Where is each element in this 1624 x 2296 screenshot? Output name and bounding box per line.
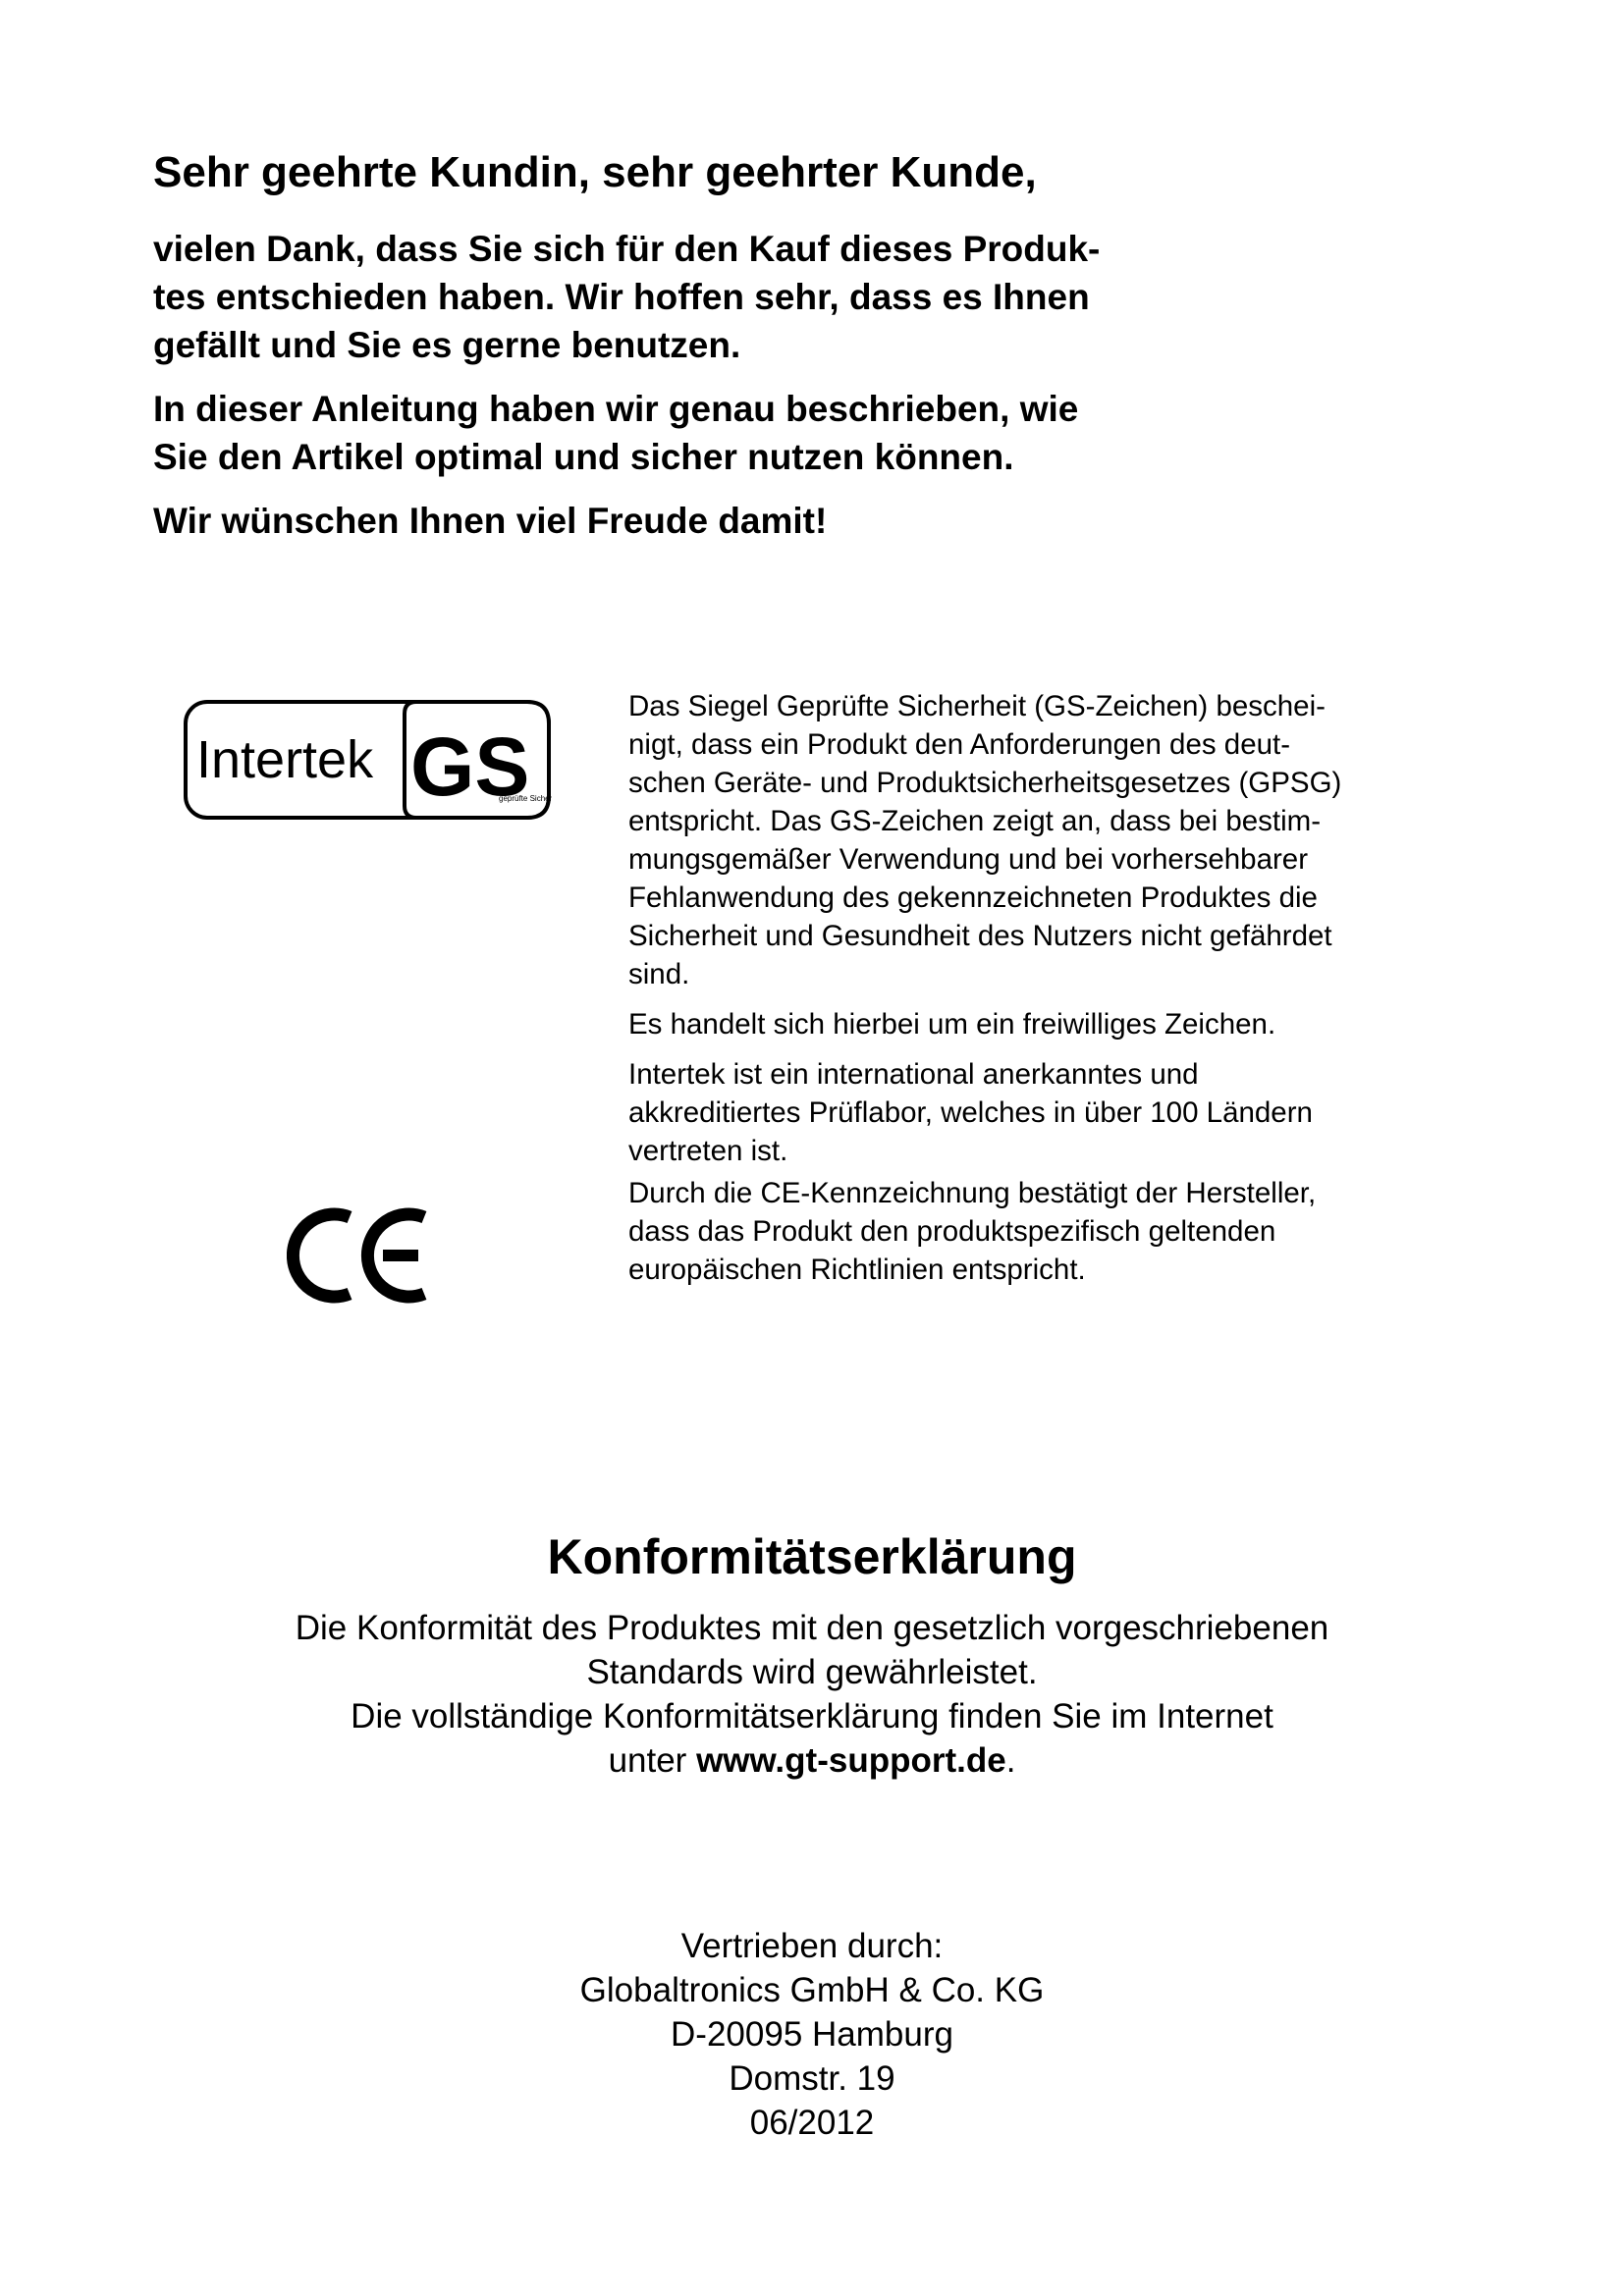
distributor-city: D-20095 Hamburg (671, 2015, 953, 2054)
ce-line: dass das Produkt den produktspezifisch geltenden (628, 1215, 1276, 1248)
intertek-line: vertreten ist. (628, 1135, 788, 1167)
gs-text: GS (410, 721, 530, 813)
thanks-line-1: vielen Dank, dass Sie sich für den Kauf dieses Produk- (153, 228, 1101, 269)
intertek-gs-logo-graphic (183, 699, 552, 821)
ce-mark-graphic (287, 1201, 434, 1309)
manual-line-2: Sie den Artikel optimal und sicher nutzen können. (153, 436, 1014, 477)
support-url-link[interactable]: www.gt-support.de (696, 1741, 1006, 1780)
ce-mark-logo (287, 1201, 434, 1309)
distributor-label: Vertrieben durch: (680, 1927, 944, 1965)
distributor-section (0, 1924, 1624, 2145)
gs-description (628, 687, 1404, 993)
ce-description (628, 1174, 1404, 1289)
gs-line: Fehlanwendung des gekennzeichneten Produktes die (628, 881, 1318, 914)
manual-line-1: In dieser Anleitung haben wir genau beschrieben, wie (153, 388, 1079, 429)
ce-line: Durch die CE-Kennzeichnung bestätigt der Hersteller, (628, 1177, 1317, 1209)
conformity-section (0, 1527, 1624, 1783)
thanks-line-2: tes entschieden haben. Wir hoffen sehr, dass es Ihnen (153, 276, 1090, 317)
gs-small-text: geprüfte Sicher (499, 794, 552, 803)
gs-line: schen Geräte- und Produktsicherheitsgesetzes (GPSG) (628, 767, 1342, 799)
url-suffix: . (1005, 1741, 1016, 1780)
gs-line: mungsgemäßer Verwendung und bei vorhersehbarer (628, 843, 1309, 876)
distributor-date: 06/2012 (749, 2104, 875, 2142)
distributor-street: Domstr. 19 (729, 2059, 895, 2098)
intro-section (153, 147, 1253, 561)
conformity-line-4 (0, 1738, 1624, 1783)
intertek-description (628, 1055, 1404, 1170)
ce-mark-text: CE (287, 1201, 289, 1202)
greeting-heading: Sehr geehrte Kundin, sehr geehrter Kunde, (153, 148, 1037, 196)
gs-line: sind. (628, 958, 690, 990)
voluntary-note: Es handelt sich hierbei um ein freiwilliges Zeichen. (628, 1008, 1276, 1041)
conformity-line-3: Die vollständige Konformitätserklärung finden Sie im Internet (351, 1697, 1273, 1735)
certification-info (628, 687, 1404, 1301)
intertek-line: akkreditiertes Prüflabor, welches in über 100 Ländern (628, 1096, 1313, 1129)
conformity-line-2: Standards wird gewährleistet. (586, 1653, 1038, 1691)
intertek-line: Intertek ist ein international anerkanntes und (628, 1058, 1199, 1091)
thanks-paragraph (153, 225, 1253, 369)
manual-paragraph (153, 385, 1253, 481)
distributor-company: Globaltronics GmbH & Co. KG (579, 1971, 1045, 2009)
conformity-title: Konformitätserklärung (547, 1529, 1077, 1584)
url-prefix: unter (608, 1741, 697, 1780)
thanks-line-3: gefällt und Sie es gerne benutzen. (153, 324, 741, 365)
gs-line: Sicherheit und Gesundheit des Nutzers nicht gefährdet (628, 920, 1332, 952)
gs-line: entspricht. Das GS-Zeichen zeigt an, dass bei bestim- (628, 805, 1322, 837)
conformity-line-1: Die Konformität des Produktes mit den gesetzlich vorgeschriebenen (295, 1609, 1329, 1647)
closing-paragraph: Wir wünschen Ihnen viel Freude damit! (153, 500, 828, 541)
intertek-gs-logo (183, 699, 552, 821)
gs-line: nigt, dass ein Produkt den Anforderungen des deut- (628, 728, 1291, 761)
ce-line: europäischen Richtlinien entspricht. (628, 1254, 1086, 1286)
gs-line: Das Siegel Geprüfte Sicherheit (GS-Zeichen) beschei- (628, 690, 1326, 722)
intertek-text: Intertek (196, 730, 374, 789)
